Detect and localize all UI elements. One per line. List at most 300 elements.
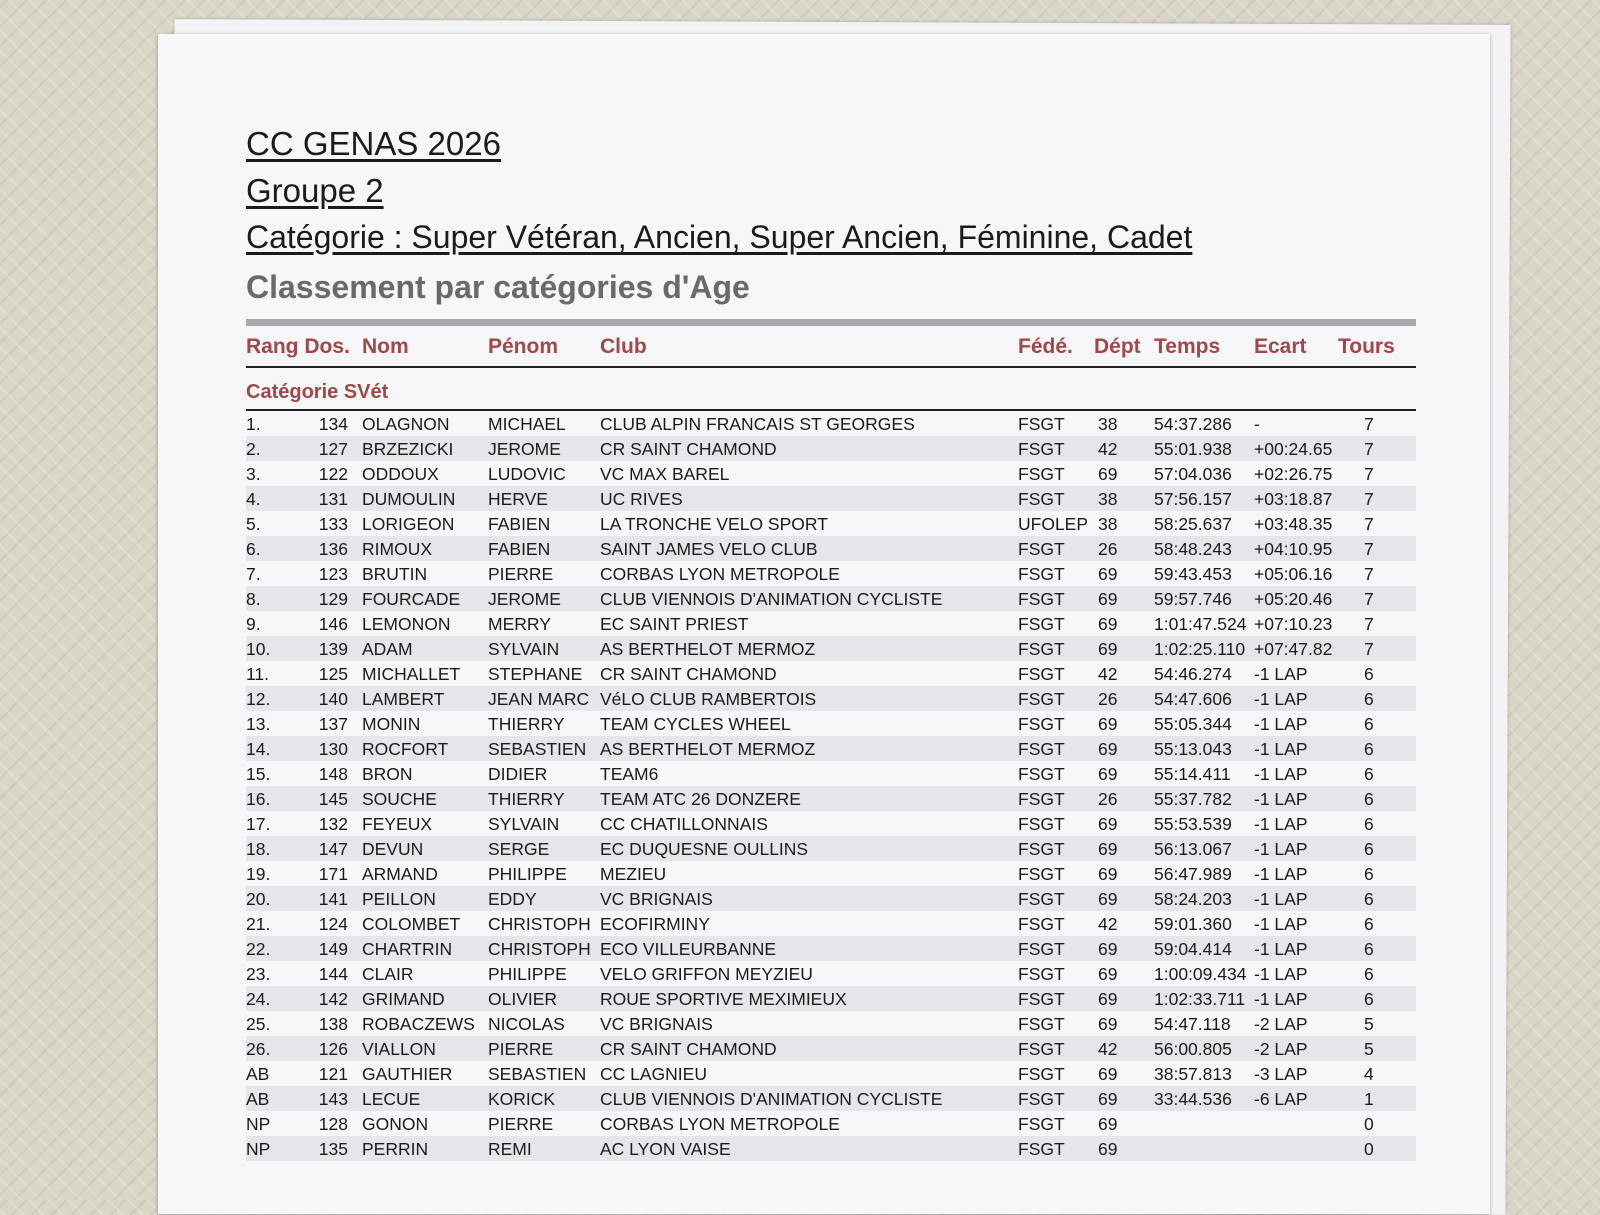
cell-fede: UFOLEP — [1018, 514, 1089, 534]
table-row — [246, 1036, 1416, 1061]
cell-dept: 69 — [1098, 1089, 1118, 1109]
header-nom: Nom — [362, 335, 409, 358]
cell-dept: 69 — [1098, 964, 1118, 984]
cell-dos: 125 — [318, 664, 348, 684]
cell-rang: 21. — [246, 914, 271, 934]
cell-ecart: -1 LAP — [1254, 839, 1308, 859]
cell-prenom: DIDIER — [488, 764, 548, 784]
cell-prenom: PIERRE — [488, 1114, 554, 1134]
cell-prenom: EDDY — [488, 889, 537, 909]
cell-fede: FSGT — [1018, 1064, 1065, 1084]
cell-ecart: +03:18.87 — [1254, 489, 1333, 509]
cell-tours: 6 — [1364, 664, 1374, 684]
cell-nom: ROCFORT — [362, 739, 449, 759]
cell-fede: FSGT — [1018, 464, 1065, 484]
cell-tours: 7 — [1364, 464, 1374, 484]
results-table-body — [246, 411, 1416, 1161]
table-row — [246, 861, 1416, 886]
cell-fede: FSGT — [1018, 889, 1065, 909]
cell-club: CLUB ALPIN FRANCAIS ST GEORGES — [600, 414, 915, 434]
table-row — [246, 836, 1416, 861]
cell-dept: 69 — [1098, 939, 1118, 959]
cell-fede: FSGT — [1018, 939, 1065, 959]
cell-ecart: - — [1254, 414, 1260, 434]
cell-rang: NP — [246, 1114, 271, 1134]
cell-rang: 12. — [246, 689, 271, 709]
cell-dept: 69 — [1098, 739, 1118, 759]
cell-fede: FSGT — [1018, 1089, 1065, 1109]
cell-nom: MICHALLET — [362, 664, 461, 684]
cell-nom: RIMOUX — [362, 539, 432, 559]
cell-prenom: PIERRE — [488, 564, 554, 584]
cell-nom: PERRIN — [362, 1139, 429, 1159]
cell-club: ECOFIRMINY — [600, 914, 710, 934]
table-row — [246, 936, 1416, 961]
cell-temps: 33:44.536 — [1154, 1089, 1232, 1109]
cell-ecart: -1 LAP — [1254, 964, 1308, 984]
cell-ecart: -1 LAP — [1254, 989, 1308, 1009]
cell-prenom: JEROME — [488, 589, 561, 609]
cell-club: EC SAINT PRIEST — [600, 614, 749, 634]
cell-temps: 58:24.203 — [1154, 889, 1232, 909]
cell-dept: 38 — [1098, 514, 1118, 534]
cell-dept: 42 — [1098, 439, 1118, 459]
cell-temps: 38:57.813 — [1154, 1064, 1232, 1084]
table-row — [246, 561, 1416, 586]
cell-rang: 1. — [246, 414, 261, 434]
category-label: Catégorie SVét — [246, 381, 389, 403]
cell-ecart: -1 LAP — [1254, 889, 1308, 909]
cell-club: LA TRONCHE VELO SPORT — [600, 514, 828, 534]
cell-temps: 57:04.036 — [1154, 464, 1232, 484]
cell-dos: 128 — [318, 1114, 348, 1134]
cell-nom: ARMAND — [362, 864, 438, 884]
cell-tours: 1 — [1364, 1089, 1374, 1109]
cell-fede: FSGT — [1018, 1039, 1065, 1059]
cell-ecart: -1 LAP — [1254, 939, 1308, 959]
cell-dos: 146 — [318, 614, 348, 634]
cell-rang: 9. — [246, 614, 261, 634]
cell-dos: 171 — [318, 864, 348, 884]
table-row — [246, 536, 1416, 561]
cell-ecart: -3 LAP — [1254, 1064, 1308, 1084]
cell-prenom: FABIEN — [488, 514, 551, 534]
cell-dos: 144 — [318, 964, 348, 984]
cell-ecart: +03:48.35 — [1254, 514, 1333, 534]
cell-temps: 58:25.637 — [1154, 514, 1232, 534]
cell-ecart: +05:20.46 — [1254, 589, 1333, 609]
cell-temps: 55:37.782 — [1154, 789, 1232, 809]
cell-tours: 6 — [1364, 939, 1374, 959]
cell-nom: ADAM — [362, 639, 413, 659]
cell-fede: FSGT — [1018, 639, 1065, 659]
event-title: CC GENAS 2026 — [246, 125, 501, 162]
cell-dept: 69 — [1098, 1139, 1118, 1159]
cell-tours: 6 — [1364, 689, 1374, 709]
cell-tours: 6 — [1364, 914, 1374, 934]
table-row — [246, 1111, 1416, 1136]
cell-dos: 121 — [318, 1064, 348, 1084]
cell-fede: FSGT — [1018, 989, 1065, 1009]
header-temps: Temps — [1154, 335, 1221, 358]
cell-dos: 145 — [318, 789, 348, 809]
table-row — [246, 1061, 1416, 1086]
cell-temps: 59:04.414 — [1154, 939, 1232, 959]
cell-tours: 0 — [1364, 1139, 1374, 1159]
cell-rang: 13. — [246, 714, 271, 734]
cell-prenom: MICHAEL — [488, 414, 566, 434]
cell-dos: 137 — [318, 714, 348, 734]
cell-ecart: -1 LAP — [1254, 864, 1308, 884]
cell-dept: 69 — [1098, 1064, 1118, 1084]
cell-club: AC LYON VAISE — [600, 1139, 731, 1159]
cell-fede: FSGT — [1018, 1114, 1065, 1134]
cell-tours: 5 — [1364, 1039, 1374, 1059]
cell-temps: 54:47.606 — [1154, 689, 1232, 709]
cell-fede: FSGT — [1018, 564, 1065, 584]
cell-nom: BRUTIN — [362, 564, 428, 584]
cell-club: UC RIVES — [600, 489, 683, 509]
cell-nom: BRON — [362, 764, 413, 784]
cell-dos: 142 — [318, 989, 348, 1009]
cell-dept: 42 — [1098, 664, 1118, 684]
cell-tours: 7 — [1364, 639, 1374, 659]
cell-nom: CLAIR — [362, 964, 414, 984]
cell-ecart: -6 LAP — [1254, 1089, 1308, 1109]
cell-rang: 23. — [246, 964, 271, 984]
cell-ecart: -1 LAP — [1254, 789, 1308, 809]
cell-temps: 58:48.243 — [1154, 539, 1232, 559]
cell-rang: 17. — [246, 814, 271, 834]
cell-ecart: -1 LAP — [1254, 914, 1308, 934]
cell-rang: 18. — [246, 839, 271, 859]
cell-prenom: STEPHANE — [488, 664, 583, 684]
cell-ecart: -2 LAP — [1254, 1014, 1308, 1034]
cell-dos: 133 — [318, 514, 348, 534]
cell-club: AS BERTHELOT MERMOZ — [600, 739, 816, 759]
cell-tours: 6 — [1364, 889, 1374, 909]
cell-ecart: +07:47.82 — [1254, 639, 1333, 659]
cell-nom: LECUE — [362, 1089, 421, 1109]
cell-dos: 140 — [318, 689, 348, 709]
cell-dept: 38 — [1098, 414, 1118, 434]
cell-rang: 5. — [246, 514, 261, 534]
cell-club: CORBAS LYON METROPOLE — [600, 564, 840, 584]
cell-temps: 55:14.411 — [1154, 764, 1231, 784]
cell-tours: 7 — [1364, 439, 1374, 459]
cell-ecart: -1 LAP — [1254, 764, 1308, 784]
cell-ecart: -1 LAP — [1254, 689, 1308, 709]
cell-prenom: CHRISTOPH — [488, 914, 591, 934]
cell-dos: 132 — [318, 814, 348, 834]
cell-club: VC MAX BAREL — [600, 464, 730, 484]
cell-nom: LAMBERT — [362, 689, 445, 709]
cell-rang: 16. — [246, 789, 271, 809]
cell-fede: FSGT — [1018, 814, 1065, 834]
cell-club: CORBAS LYON METROPOLE — [600, 1114, 840, 1134]
table-row — [246, 786, 1416, 811]
cell-prenom: SEBASTIEN — [488, 1064, 587, 1084]
cell-dept: 69 — [1098, 639, 1118, 659]
cell-temps: 59:57.746 — [1154, 589, 1232, 609]
cell-temps: 1:02:33.711 — [1154, 989, 1246, 1009]
cell-ecart: +04:10.95 — [1254, 539, 1333, 559]
header-dept: Dépt — [1094, 335, 1141, 358]
cell-rang: 3. — [246, 464, 261, 484]
cell-rang: 6. — [246, 539, 261, 559]
cell-dos: 130 — [318, 739, 348, 759]
cell-nom: GAUTHIER — [362, 1064, 453, 1084]
cell-prenom: LUDOVIC — [488, 464, 566, 484]
cell-ecart: -1 LAP — [1254, 664, 1308, 684]
cell-nom: MONIN — [362, 714, 421, 734]
cell-temps: 59:01.360 — [1154, 914, 1232, 934]
cell-club: VC BRIGNAIS — [600, 1014, 713, 1034]
ranking-subtitle: Classement par catégories d'Age — [246, 269, 750, 305]
cell-club: CC CHATILLONNAIS — [600, 814, 768, 834]
cell-ecart: -2 LAP — [1254, 1039, 1308, 1059]
cell-dept: 69 — [1098, 714, 1118, 734]
cell-dos: 126 — [318, 1039, 348, 1059]
cell-fede: FSGT — [1018, 414, 1065, 434]
cell-fede: FSGT — [1018, 589, 1065, 609]
cell-prenom: OLIVIER — [488, 989, 558, 1009]
cell-nom: GRIMAND — [362, 989, 445, 1009]
header-divider — [246, 319, 1416, 326]
cell-temps: 54:46.274 — [1154, 664, 1232, 684]
header-fede: Fédé. — [1018, 335, 1073, 358]
cell-rang: 2. — [246, 439, 261, 459]
cell-prenom: JEROME — [488, 439, 561, 459]
table-row — [246, 411, 1416, 436]
cell-nom: GONON — [362, 1114, 429, 1134]
cell-nom: CHARTRIN — [362, 939, 453, 959]
cell-fede: FSGT — [1018, 739, 1065, 759]
cell-dos: 127 — [318, 439, 348, 459]
table-row — [246, 1086, 1416, 1111]
cell-ecart: -1 LAP — [1254, 739, 1308, 759]
cell-dos: 134 — [318, 414, 348, 434]
table-row — [246, 661, 1416, 686]
cell-rang: 14. — [246, 739, 271, 759]
cell-dos: 148 — [318, 764, 348, 784]
cell-tours: 5 — [1364, 1014, 1374, 1034]
results-document — [246, 120, 1416, 1161]
cell-prenom: SERGE — [488, 839, 550, 859]
cell-prenom: PHILIPPE — [488, 964, 567, 984]
cell-temps: 56:00.805 — [1154, 1039, 1232, 1059]
cell-tours: 6 — [1364, 789, 1374, 809]
cell-ecart: -1 LAP — [1254, 814, 1308, 834]
cell-dept: 42 — [1098, 1039, 1118, 1059]
cell-prenom: PIERRE — [488, 1039, 554, 1059]
cell-dept: 38 — [1098, 489, 1118, 509]
cell-ecart: +02:26.75 — [1254, 464, 1333, 484]
table-row — [246, 711, 1416, 736]
cell-club: EC DUQUESNE OULLINS — [600, 839, 809, 859]
cell-prenom: THIERRY — [488, 714, 565, 734]
table-row — [246, 436, 1416, 461]
cell-prenom: THIERRY — [488, 789, 565, 809]
cell-prenom: JEAN MARC — [488, 689, 590, 709]
cell-temps: 1:02:25.110 — [1154, 639, 1246, 659]
cell-tours: 7 — [1364, 589, 1374, 609]
cell-fede: FSGT — [1018, 439, 1065, 459]
cell-prenom: PHILIPPE — [488, 864, 567, 884]
cell-prenom: NICOLAS — [488, 1014, 565, 1034]
table-row — [246, 761, 1416, 786]
cell-tours: 7 — [1364, 539, 1374, 559]
cell-dos: 131 — [318, 489, 348, 509]
cell-nom: LEMONON — [362, 614, 451, 634]
cell-fede: FSGT — [1018, 864, 1065, 884]
cell-club: SAINT JAMES VELO CLUB — [600, 539, 818, 559]
cell-prenom: SYLVAIN — [488, 639, 560, 659]
cell-dos: 138 — [318, 1014, 348, 1034]
cell-club: CR SAINT CHAMOND — [600, 1039, 777, 1059]
table-row — [246, 986, 1416, 1011]
cell-dept: 26 — [1098, 789, 1118, 809]
cell-club: CR SAINT CHAMOND — [600, 439, 777, 459]
cell-dept: 26 — [1098, 539, 1118, 559]
table-row — [246, 511, 1416, 536]
cell-dos: 136 — [318, 539, 348, 559]
cell-rang: 11. — [246, 664, 270, 684]
cell-tours: 7 — [1364, 414, 1374, 434]
cell-nom: ODDOUX — [362, 464, 439, 484]
cell-rang: 7. — [246, 564, 261, 584]
cell-dept: 69 — [1098, 814, 1118, 834]
cell-fede: FSGT — [1018, 714, 1065, 734]
cell-prenom: FABIEN — [488, 539, 551, 559]
cell-dos: 129 — [318, 589, 348, 609]
cell-nom: PEILLON — [362, 889, 436, 909]
cell-fede: FSGT — [1018, 1014, 1065, 1034]
cell-nom: BRZEZICKI — [362, 439, 454, 459]
cell-fede: FSGT — [1018, 764, 1065, 784]
cell-club: ROUE SPORTIVE MEXIMIEUX — [600, 989, 847, 1009]
cell-rang: 10. — [246, 639, 271, 659]
cell-tours: 6 — [1364, 714, 1374, 734]
cell-nom: OLAGNON — [362, 414, 450, 434]
cell-prenom: CHRISTOPH — [488, 939, 591, 959]
cell-club: TEAM ATC 26 DONZERE — [600, 789, 801, 809]
cell-temps: 55:53.539 — [1154, 814, 1232, 834]
header-ecart: Ecart — [1254, 335, 1307, 358]
cell-dos: 149 — [318, 939, 348, 959]
cell-tours: 6 — [1364, 814, 1374, 834]
cell-rang: 4. — [246, 489, 261, 509]
cell-dept: 69 — [1098, 1014, 1118, 1034]
cell-rang: 15. — [246, 764, 271, 784]
table-row — [246, 1136, 1416, 1161]
cell-temps: 57:56.157 — [1154, 489, 1232, 509]
cell-club: CLUB VIENNOIS D'ANIMATION CYCLISTE — [600, 589, 943, 609]
cell-fede: FSGT — [1018, 914, 1065, 934]
cell-fede: FSGT — [1018, 1139, 1065, 1159]
cell-fede: FSGT — [1018, 964, 1065, 984]
cell-dept: 26 — [1098, 689, 1118, 709]
table-row — [246, 611, 1416, 636]
cell-prenom: SYLVAIN — [488, 814, 560, 834]
cell-temps: 56:13.067 — [1154, 839, 1232, 859]
cell-prenom: MERRY — [488, 614, 551, 634]
cell-tours: 6 — [1364, 864, 1374, 884]
cell-temps: 54:47.118 — [1154, 1014, 1231, 1034]
cell-ecart: +07:10.23 — [1254, 614, 1333, 634]
cell-dept: 69 — [1098, 589, 1118, 609]
cell-club: VC BRIGNAIS — [600, 889, 713, 909]
cell-nom: DUMOULIN — [362, 489, 456, 509]
cell-dept: 69 — [1098, 1114, 1118, 1134]
cell-dept: 69 — [1098, 889, 1118, 909]
table-row — [246, 886, 1416, 911]
cell-temps: 55:13.043 — [1154, 739, 1232, 759]
cell-ecart: -1 LAP — [1254, 714, 1308, 734]
cell-temps: 1:00:09.434 — [1154, 964, 1247, 984]
cell-dos: 141 — [318, 889, 348, 909]
cell-rang: 26. — [246, 1039, 271, 1059]
cell-tours: 6 — [1364, 764, 1374, 784]
table-row — [246, 686, 1416, 711]
group-title: Groupe 2 — [246, 172, 384, 209]
cell-dos: 147 — [318, 839, 348, 859]
cell-club: VéLO CLUB RAMBERTOIS — [600, 689, 817, 709]
cell-fede: FSGT — [1018, 789, 1065, 809]
cell-fede: FSGT — [1018, 689, 1065, 709]
table-row — [246, 911, 1416, 936]
header-rang-dos: Rang Dos. — [246, 335, 350, 358]
table-row — [246, 636, 1416, 661]
table-header — [246, 326, 1416, 368]
cell-rang: NP — [246, 1139, 271, 1159]
cell-tours: 6 — [1364, 989, 1374, 1009]
header-club: Club — [600, 335, 647, 358]
cell-nom: DEVUN — [362, 839, 424, 859]
cell-temps: 55:05.344 — [1154, 714, 1232, 734]
header-tours: Tours — [1338, 335, 1395, 358]
cell-nom: SOUCHE — [362, 789, 437, 809]
cell-rang: 8. — [246, 589, 261, 609]
cell-dept: 69 — [1098, 764, 1118, 784]
cell-dept: 69 — [1098, 464, 1118, 484]
cell-tours: 7 — [1364, 514, 1374, 534]
cell-dos: 135 — [318, 1139, 348, 1159]
cell-prenom: SEBASTIEN — [488, 739, 587, 759]
cell-dept: 69 — [1098, 564, 1118, 584]
cell-fede: FSGT — [1018, 664, 1065, 684]
cell-dos: 122 — [318, 464, 348, 484]
cell-rang: AB — [246, 1089, 270, 1109]
header-prenom: Pénom — [488, 335, 559, 358]
cell-temps: 59:43.453 — [1154, 564, 1232, 584]
cell-club: MEZIEU — [600, 864, 667, 884]
cell-club: TEAM6 — [600, 764, 659, 784]
cell-club: TEAM CYCLES WHEEL — [600, 714, 791, 734]
cell-club: AS BERTHELOT MERMOZ — [600, 639, 816, 659]
cell-nom: VIALLON — [362, 1039, 436, 1059]
table-row — [246, 961, 1416, 986]
cell-nom: FOURCADE — [362, 589, 461, 609]
table-row — [246, 461, 1416, 486]
table-row — [246, 736, 1416, 761]
cell-temps: 56:47.989 — [1154, 864, 1232, 884]
table-row — [246, 486, 1416, 511]
cell-fede: FSGT — [1018, 839, 1065, 859]
cell-temps: 54:37.286 — [1154, 414, 1232, 434]
cell-nom: LORIGEON — [362, 514, 455, 534]
cell-temps: 1:01:47.524 — [1154, 614, 1247, 634]
